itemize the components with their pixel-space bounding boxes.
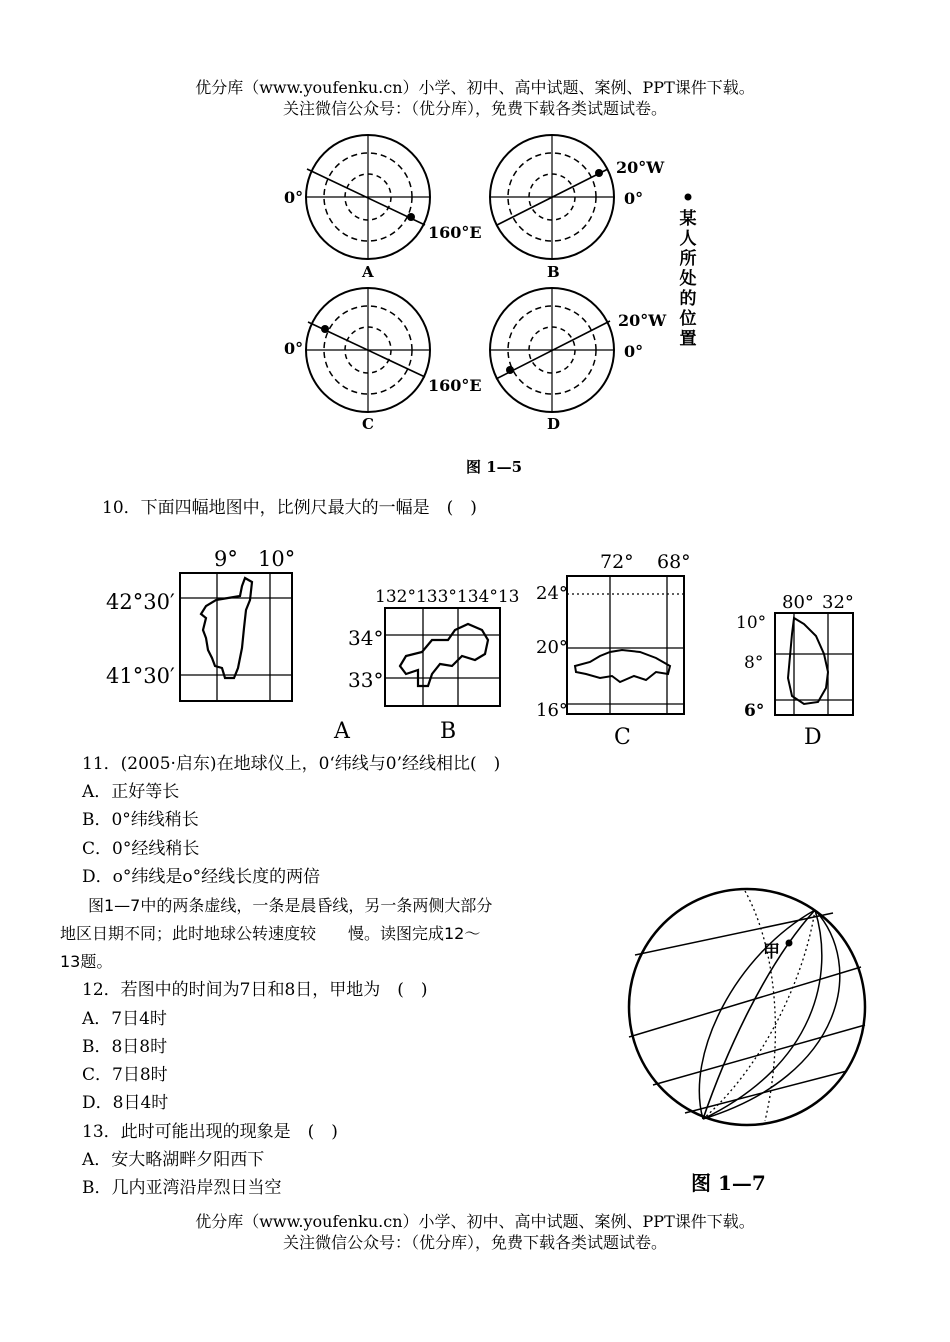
q11-option-c: C．0°经线稍长 — [82, 839, 200, 859]
q13-option-b: B．几内亚湾沿岸烈日当空 — [82, 1178, 282, 1198]
intro-line-3: 13题。 — [60, 952, 113, 971]
header-line-1: 优分库（www.youfenku.cn）小学、初中、高中试题、案例、PPT课件下载。 — [195, 78, 755, 97]
q12-option-a: A．7日4时 — [82, 1009, 167, 1029]
map-c-left-label-3: 16° — [536, 700, 568, 721]
map-b-top-label: 132°133°134°13 — [375, 587, 520, 607]
figure-1-7 — [615, 885, 880, 1205]
figure-1-5-caption: 图 1—5 — [466, 458, 523, 476]
question-10: 10．下面四幅地图中，比例尺最大的一幅是 ( ) — [102, 498, 477, 518]
label-a-0: 0° — [284, 188, 304, 207]
letter-b: B — [547, 263, 560, 281]
map-d-left-label-3: 6° — [744, 701, 765, 721]
figure-1-7-caption: 图 1—7 — [691, 1171, 766, 1195]
polar-diagram-b — [490, 135, 614, 259]
map-d-left-label-2: 8° — [744, 653, 764, 673]
header-line-2: 关注微信公众号：（优分库），免费下载各类试题试卷。 — [282, 99, 667, 118]
map-c-letter: C — [614, 725, 631, 750]
map-d — [775, 613, 853, 715]
position-marker-a — [407, 213, 415, 221]
map-c-shape — [575, 650, 670, 682]
map-a-left-label-1: 42°30′ — [106, 590, 175, 614]
map-d-letter: D — [804, 725, 822, 750]
q11-option-d: D．o°纬线是o°经线长度的两倍 — [82, 867, 321, 887]
polar-diagram-c — [306, 288, 430, 412]
label-c-0: 0° — [284, 339, 304, 358]
q12-option-c: C．7日8时 — [82, 1065, 168, 1085]
position-marker-c — [321, 325, 329, 333]
map-c-left-label-1: 24° — [536, 583, 568, 604]
q11-option-b: B．0°纬线稍长 — [82, 810, 199, 830]
question-13: 13．此时可能出现的现象是 ( ) — [82, 1122, 338, 1142]
label-b-0: 0° — [624, 189, 644, 208]
point-jia-marker — [786, 940, 793, 947]
map-d-left-label-1: 10° — [736, 613, 767, 633]
polar-diagram-d — [490, 288, 614, 412]
letter-a: A — [362, 263, 374, 281]
label-d-0: 0° — [624, 342, 644, 361]
question-11: 11．(2005·启东)在地球仪上，0‘纬线与0’经线相比( ) — [82, 754, 501, 774]
map-a-shape — [201, 578, 252, 678]
figure-1-5-legend: 某人所处的位置 — [679, 209, 697, 349]
map-b-left-label-1: 34° — [348, 626, 384, 650]
letter-c: C — [362, 415, 374, 433]
intro-line-2: 地区日期不同；此时地球公转速度较 慢。读图完成12～ — [60, 924, 481, 943]
label-d-20w: 20°W — [618, 311, 667, 330]
map-d-top-label-2: 32° — [822, 592, 854, 613]
footer-line-1: 优分库（www.youfenku.cn）小学、初中、高中试题、案例、PPT课件下载。 — [195, 1212, 755, 1231]
map-a-letter: A — [334, 719, 350, 744]
map-b-shape — [400, 624, 488, 686]
polar-diagram-a — [306, 135, 430, 259]
map-c — [567, 576, 684, 714]
map-a-top-label-1: 9° — [214, 547, 238, 571]
letter-d: D — [547, 415, 561, 433]
legend-marker — [685, 194, 692, 201]
q12-option-b: B．8日8时 — [82, 1037, 168, 1057]
map-c-top-label-2: 68° — [657, 551, 691, 573]
map-b-left-label-2: 33° — [348, 668, 384, 692]
q12-option-d: D．8日4时 — [82, 1093, 169, 1113]
intro-line-1: 图1—7中的两条虚线，一条是晨昏线，另一条两侧大部分 — [88, 896, 493, 915]
position-marker-d — [506, 366, 514, 374]
map-c-top-label-1: 72° — [600, 551, 634, 573]
label-c-160e: 160°E — [428, 376, 482, 395]
map-b — [385, 608, 500, 706]
map-c-left-label-2: 20° — [536, 637, 568, 658]
map-a-top-label-2: 10° — [258, 547, 296, 571]
map-a — [180, 573, 292, 701]
q13-option-a: A．安大略湖畔夕阳西下 — [82, 1150, 265, 1170]
footer-line-2: 关注微信公众号：（优分库），免费下载各类试题试卷。 — [282, 1233, 667, 1252]
label-a-160e: 160°E — [428, 223, 482, 242]
map-b-letter: B — [440, 719, 457, 744]
point-jia-label: 甲 — [763, 942, 780, 962]
question-12: 12．若图中的时间为7日和8日，甲地为 ( ) — [82, 980, 428, 1000]
position-marker-b — [595, 169, 603, 177]
q11-option-a: A．正好等长 — [82, 782, 180, 802]
map-d-top-label-1: 80° — [782, 592, 814, 613]
figure-1-5 — [270, 125, 710, 480]
label-b-20w: 20°W — [616, 158, 665, 177]
dotted-line-2 — [703, 910, 815, 1119]
globe-outline — [629, 889, 865, 1125]
map-a-left-label-2: 41°30′ — [106, 664, 175, 688]
scale-maps — [100, 538, 870, 750]
